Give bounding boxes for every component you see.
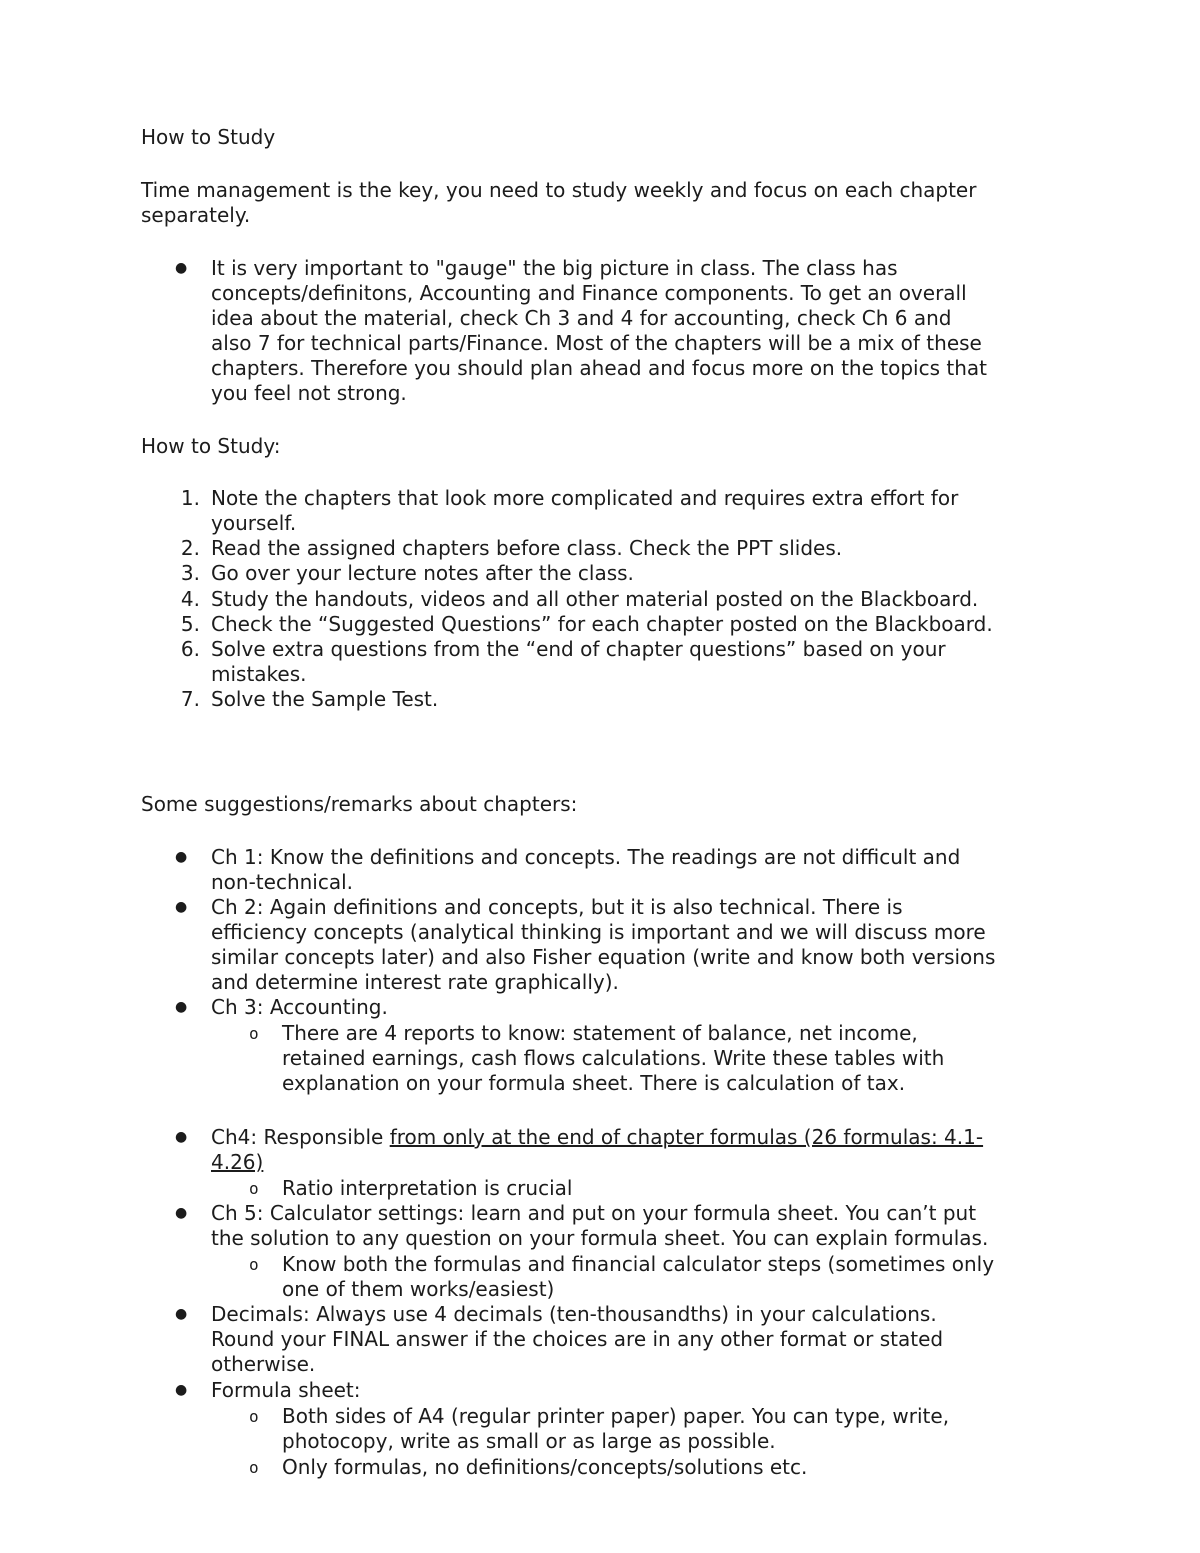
ch5-sub-line-1: Know both the formulas and financial calculator steps (sometimes only [282,1252,995,1276]
step-7: Solve the Sample Test. [211,687,439,711]
step-1-line-1: Note the chapters that look more complicated and requires extra effort for [211,486,959,510]
list-number: 5. [180,612,200,636]
ch2-line-4: and determine interest rate graphically). [211,970,619,994]
ch2-line-3: similar concepts later) and also Fisher equation (write and know both versions [211,945,996,969]
gauge-bullet-line-2: concepts/definitons, Accounting and Finance components. To get an overall [211,281,967,305]
list-number: 6. [180,637,200,661]
step-3: Go over your lecture notes after the class. [211,561,634,585]
sub-bullet-marker: o [249,1179,259,1198]
sub-bullet-marker: o [249,1255,259,1274]
ch2-line-1: Ch 2: Again definitions and concepts, but it is also technical. There is [211,895,903,919]
sub-bullet-marker: o [249,1458,259,1477]
formula-sub1-line-1: Both sides of A4 (regular printer paper) paper. You can type, write, [282,1404,950,1428]
gauge-bullet-line-4: also 7 for technical parts/Finance. Most of the chapters will be a mix of these [211,331,982,355]
page-title: How to Study [141,125,276,149]
bullet-marker: ● [175,1205,188,1221]
step-6-line-1: Solve extra questions from the “end of chapter questions” based on your [211,637,946,661]
formula-sub2: Only formulas, no definitions/concepts/solutions etc. [282,1455,808,1479]
intro-paragraph-line-2: separately. [141,203,251,227]
step-1-line-2: yourself. [211,511,297,535]
step-4: Study the handouts, videos and all other material posted on the Blackboard. [211,587,979,611]
section-heading-suggestions: Some suggestions/remarks about chapters: [141,792,578,816]
bullet-marker: ● [175,1382,188,1398]
gauge-bullet-line-1: It is very important to "gauge" the big picture in class. The class has [211,256,898,280]
list-number: 7. [180,687,200,711]
gauge-bullet-line-5: chapters. Therefore you should plan ahead and focus more on the topics that [211,356,987,380]
ch3-sub-line-2: retained earnings, cash flows calculations. Write these tables with [282,1046,945,1070]
decimals-line-3: otherwise. [211,1352,316,1376]
ch3-heading: Ch 3: Accounting. [211,995,388,1019]
ch3-sub-line-1: There are 4 reports to know: statement of balance, net income, [282,1021,918,1045]
bullet-marker: ● [175,849,188,865]
ch1-line-2: non-technical. [211,870,354,894]
bullet-marker: ● [175,1306,188,1322]
decimals-line-2: Round your FINAL answer if the choices are in any other format or stated [211,1327,944,1351]
list-number: 2. [180,536,200,560]
step-5: Check the “Suggested Questions” for each chapter posted on the Blackboard. [211,612,993,636]
bullet-marker: ● [175,260,188,276]
ch2-line-2: efficiency concepts (analytical thinking is important and we will discuss more [211,920,986,944]
formula-sheet-heading: Formula sheet: [211,1378,361,1402]
formula-sub1-line-2: photocopy, write as small or as large as possible. [282,1429,776,1453]
step-2: Read the assigned chapters before class. Check the PPT slides. [211,536,843,560]
ch5-line-2: the solution to any question on your formula sheet. You can explain formulas. [211,1226,989,1250]
sub-bullet-marker: o [249,1407,259,1426]
bullet-marker: ● [175,1129,188,1145]
ch3-sub-line-3: explanation on your formula sheet. There is calculation of tax. [282,1071,906,1095]
decimals-line-1: Decimals: Always use 4 decimals (ten-thousandths) in your calculations. [211,1302,937,1326]
sub-bullet-marker: o [249,1024,259,1043]
list-number: 1. [180,486,200,510]
list-number: 4. [180,587,200,611]
ch4-line-2: 4.26) [211,1150,264,1174]
gauge-bullet-line-3: idea about the material, check Ch 3 and 4 for accounting, check Ch 6 and [211,306,952,330]
gauge-bullet-line-6: you feel not strong. [211,381,407,405]
intro-paragraph-line-1: Time management is the key, you need to study weekly and focus on each chapter [141,178,977,202]
ch4-underlined-text: from only at the end of chapter formulas (26 formulas: 4.1- [389,1125,984,1149]
ch4-prefix: Ch4: Responsible [211,1125,390,1149]
step-6-line-2: mistakes. [211,662,307,686]
list-number: 3. [180,561,200,585]
bullet-marker: ● [175,999,188,1015]
ch5-line-1: Ch 5: Calculator settings: learn and put on your formula sheet. You can’t put [211,1201,977,1225]
ch5-sub-line-2: one of them works/easiest) [282,1277,555,1301]
section-heading-how-to-study: How to Study: [141,434,281,458]
bullet-marker: ● [175,899,188,915]
ch4-sub: Ratio interpretation is crucial [282,1176,573,1200]
ch4-line-1 [211,1125,983,1150]
ch1-line-1: Ch 1: Know the definitions and concepts. The readings are not difficult and [211,845,961,869]
